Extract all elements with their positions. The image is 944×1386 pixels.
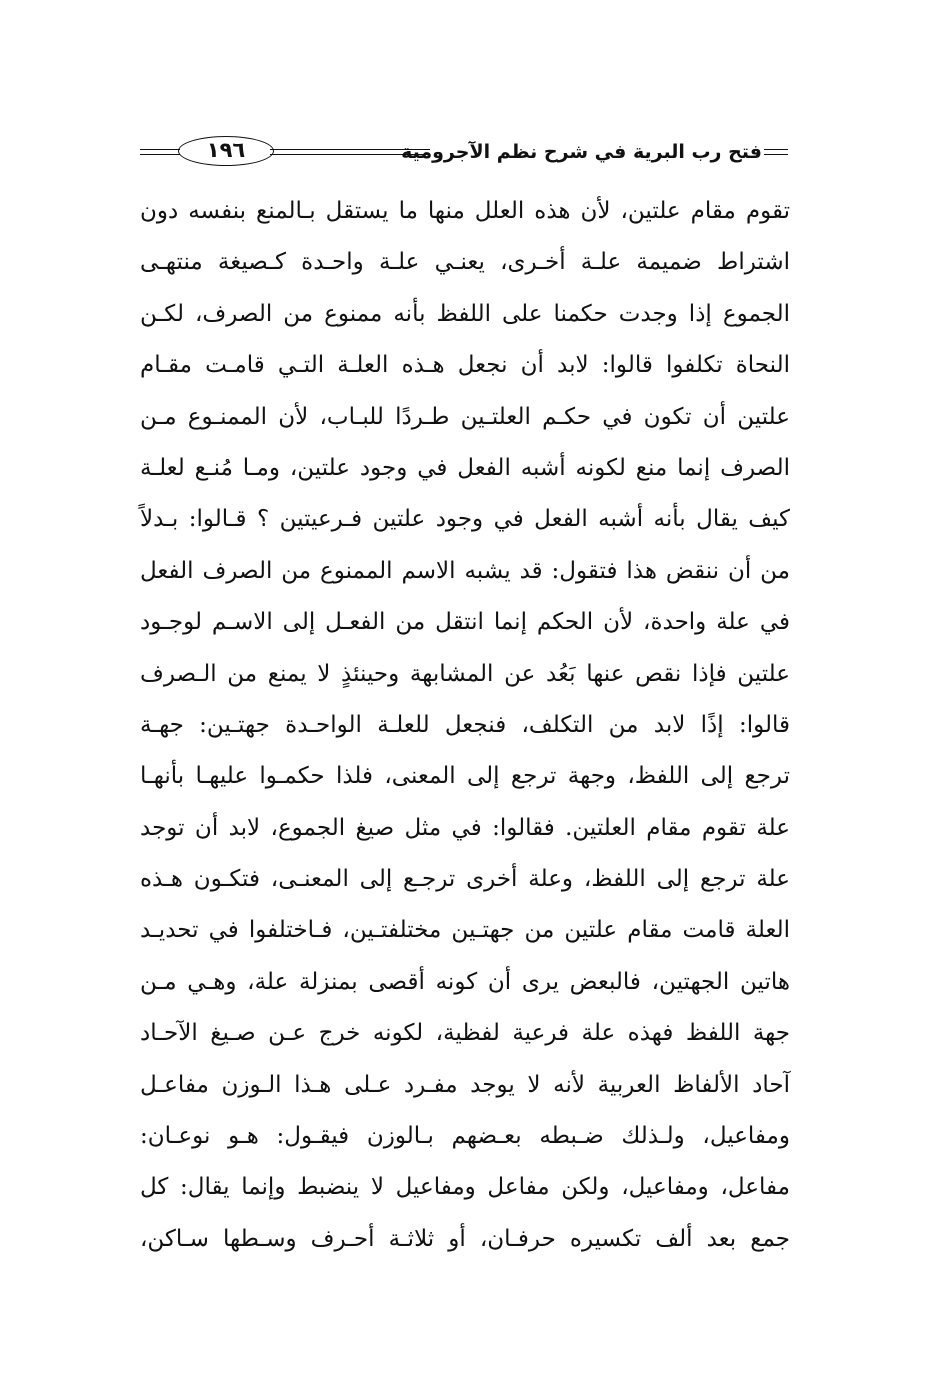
header-rule-right-bottom <box>764 154 788 155</box>
text-line: مفاعل، ومفاعيل، ولكن مفاعل ومفاعيل لا ينضبط وإنما يقال: كل <box>140 1174 790 1201</box>
text-line: كيف يقال بأنه أشبه الفعل في وجود علتين فـرعيتين ؟ قـالوا: بـدلاً <box>140 506 790 533</box>
text-line: علتين أن تكون في حكـم العلتـين طـردًا للبـاب، لأن الممنـوع مـن <box>140 403 790 430</box>
text-line: الجموع إذا وجدت حكمنا على اللفظ بأنه ممنوع من الصرف، لكـن <box>140 300 790 327</box>
header-rule-left-bottom <box>140 154 180 155</box>
text-line: من أن ننقض هذا فتقول: قد يشبه الاسم الممنوع من الصرف الفعل <box>140 557 790 584</box>
text-line: آحاد الألفاظ العربية لأنه لا يوجد مفـرد عـلى هـذا الـوزن مفاعـل <box>140 1071 790 1098</box>
text-line: علتين فإذا نقص عنها بَعُد عن المشابهة وحينئذٍ لا يمنع من الـصرف <box>140 660 790 687</box>
text-line: علة تقوم مقام العلتين. فقالوا: في مثل صيغ الجموع، لابد أن توجد <box>140 814 790 841</box>
text-line: جهة اللفظ فهذه علة فرعية لفظية، لكونه خرج عـن صـيغ الآحـاد <box>140 1020 790 1047</box>
header-rule-left-top <box>140 149 180 150</box>
running-header <box>140 136 788 170</box>
text-line: العلة قامت مقام علتين من جهتـين مختلفتـين، فـاختلفوا في تحديـد <box>140 917 790 944</box>
text-line: هاتين الجهتين، فالبعض يرى أن كونه أقصى بمنزلة علة، وهـي مـن <box>140 968 790 995</box>
text-line: الصرف إنما منع لكونه أشبه الفعل في وجود علتين، ومـا مُنـع لعلـة <box>140 454 790 481</box>
page-number: ١٩٦ <box>178 136 274 166</box>
text-line: في علة واحدة، لأن الحكم إنما انتقل من الفعـل إلى الاسـم لوجـود <box>140 609 790 636</box>
text-line: جمع بعد ألف تكسيره حرفـان، أو ثلاثـة أحـرف وسـطها سـاكن، <box>140 1225 790 1252</box>
text-line: علة ترجع إلى اللفظ، وعلة أخرى ترجـع إلى المعنـى، فتكـون هـذه <box>140 866 790 893</box>
text-line: اشتراط ضميمة علـة أخـرى، يعنـي علـة واحـدة كـصيغة منتهـى <box>140 249 790 276</box>
text-line: تقوم مقام علتين، لأن هذه العلل منها ما يستقل بـالمنع بنفسه دون <box>140 198 790 224</box>
text-line: قالوا: إذًا لابد من التكلف، فنجعل للعلـة الواحـدة جهتـين: جهـة <box>140 711 790 738</box>
body-text <box>140 186 790 1265</box>
book-title: فتح رب البرية في شرح نظم الآجرومية <box>401 141 762 163</box>
text-line: ومفاعيل، ولـذلك ضـبطه بعـضهم بـالوزن فيقـول: هـو نوعـان: <box>140 1123 790 1150</box>
text-line: النحاة تكلفوا قالوا: لابد أن نجعل هـذه العلـة التـي قامـت مقـام <box>140 352 790 379</box>
text-line: ترجع إلى اللفظ، وجهة ترجع إلى المعنى، فلذا حكمـوا عليهـا بأنهـا <box>140 763 790 790</box>
header-rule-right-top <box>764 149 788 150</box>
